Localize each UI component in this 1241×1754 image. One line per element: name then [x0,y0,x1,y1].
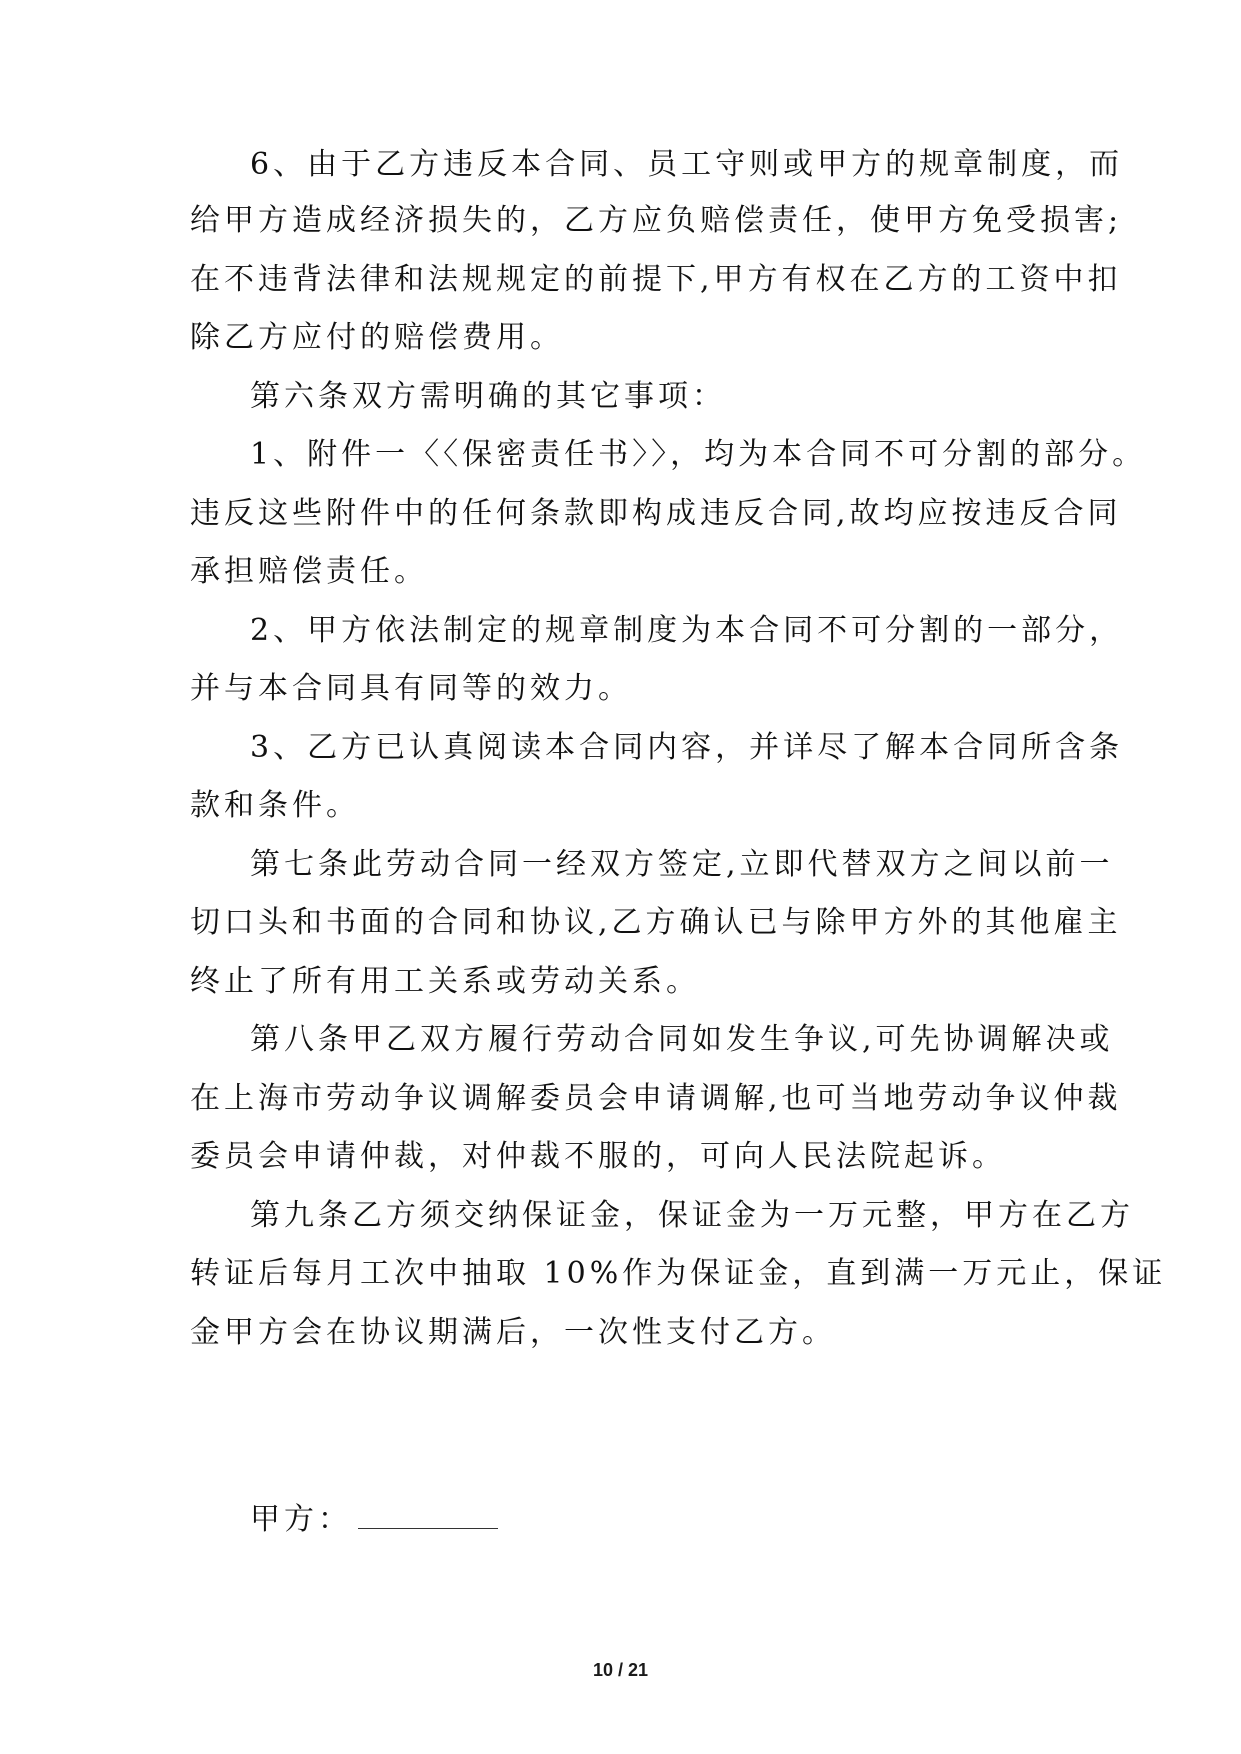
text-line: 6、由于乙方违反本合同、员工守则或甲方的规章制度，而 [250,147,1124,182]
text-line: 切口头和书面的合同和协议,乙方确认已与除甲方外的其他雇主 [190,905,1122,940]
text-line: 1、附件一〈〈保密责任书〉〉，均为本合同不可分割的部分。 [250,437,1147,472]
text-line: 第六条双方需明确的其它事项： [250,379,726,414]
signature-label: 甲方： [250,1502,352,1537]
text-line: 在不违背法律和法规规定的前提下,甲方有权在乙方的工资中扣 [190,262,1122,297]
text-line: 承担赔偿责任。 [190,554,428,589]
page-number: 10 / 21 [592,1660,649,1680]
text-line: 第九条乙方须交纳保证金，保证金为一万元整，甲方在乙方 [250,1198,1134,1233]
text-line: 除乙方应付的赔偿费用。 [190,320,564,355]
text-line: 转证后每月工次中抽取 10%作为保证金，直到满一万元止，保证 [190,1256,1167,1291]
signature-row [250,1500,498,1540]
text-line: 委员会申请仲裁，对仲裁不服的，可向人民法院起诉。 [190,1139,1006,1174]
text-line: 给甲方造成经济损失的，乙方应负赔偿责任，使甲方免受损害; [190,203,1123,238]
text-line: 终止了所有用工关系或劳动关系。 [190,964,700,999]
signature-blank [358,1500,498,1529]
text-line: 3、乙方已认真阅读本合同内容，并详尽了解本合同所含条 [250,730,1124,765]
text-line: 违反这些附件中的任何条款即构成违反合同,故均应按违反合同 [190,496,1122,531]
text-line: 款和条件。 [190,788,360,823]
text-line: 第八条甲乙双方履行劳动合同如发生争议,可先协调解决或 [250,1022,1114,1057]
text-line: 2、甲方依法制定的规章制度为本合同不可分割的一部分， [250,613,1124,648]
text-line: 金甲方会在协议期满后，一次性支付乙方。 [190,1315,836,1350]
text-line: 并与本合同具有同等的效力。 [190,671,632,706]
text-line: 第七条此劳动合同一经双方签定,立即代替双方之间以前一 [250,847,1114,882]
text-line: 在上海市劳动争议调解委员会申请调解,也可当地劳动争议仲裁 [190,1081,1122,1116]
